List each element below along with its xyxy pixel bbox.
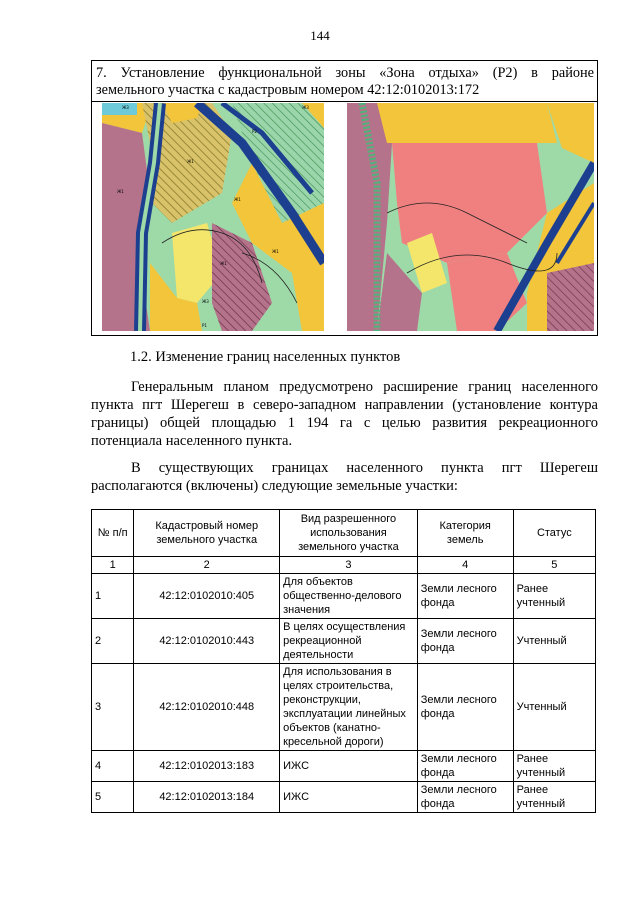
cell-permitted-use: Для использования в целях строительства, реконструкции, эксплуатации линейных объектов (канатно-кресельной дороги)	[280, 664, 418, 751]
header-status: Статус	[513, 510, 595, 557]
zone-label: Р2	[252, 129, 257, 134]
subsection-heading: 1.2. Изменение границ населенных пунктов	[130, 349, 401, 365]
zone-label: Ж3	[202, 299, 209, 304]
paragraph-line: пункта пгт Шерегеш в северо-западном направлении (установление контура	[91, 397, 598, 413]
paragraph-line: потенциала населенного пункта.	[91, 433, 293, 449]
cell-cadastral-number: 42:12:0102010:443	[134, 619, 280, 664]
paragraph-existing-plots-cont	[91, 477, 598, 495]
title-divider	[92, 101, 597, 102]
cell-land-category: Земли лесного фонда	[417, 751, 513, 782]
column-number: 5	[513, 557, 595, 574]
section-box	[91, 60, 598, 336]
cell-status: Ранее учтенный	[513, 782, 595, 813]
paragraph-boundary-extension-cont	[91, 396, 598, 450]
cell-land-category: Земли лесного фонда	[417, 574, 513, 619]
table-row	[92, 664, 596, 751]
cell-status: Учтенный	[513, 619, 595, 664]
zone-label: Ж1	[187, 159, 194, 164]
map-proposed-zoning	[347, 103, 594, 331]
cell-permitted-use: ИЖС	[280, 751, 418, 782]
cell-number: 1	[92, 574, 134, 619]
map-existing-zoning	[102, 103, 324, 331]
table-row	[92, 574, 596, 619]
cell-cadastral-number: 42:12:0102010:405	[134, 574, 280, 619]
zone-label: Ж3	[302, 105, 309, 110]
land-plots-table	[91, 509, 596, 813]
column-number: 2	[134, 557, 280, 574]
paragraph-line: Генеральным планом предусмотрено расширение границ населенного	[131, 379, 598, 395]
zone-label: Р1	[202, 323, 207, 328]
paragraph-boundary-extension	[91, 378, 598, 396]
cell-number: 3	[92, 664, 134, 751]
table-header-row	[92, 510, 596, 557]
table-row	[92, 619, 596, 664]
cell-land-category: Земли лесного фонда	[417, 664, 513, 751]
section-title-line2: земельного участка с кадастровым номером 42:12:0102013:172	[96, 82, 480, 98]
paragraph-line: располагаются (включены) следующие земельные участки:	[91, 478, 458, 494]
zone-label: Ж1	[234, 197, 241, 202]
paragraph-line: границы) общей площадью 1 194 га с целью развития рекреационного	[91, 415, 598, 431]
cell-cadastral-number: 42:12:0102013:183	[134, 751, 280, 782]
header-number: № п/п	[92, 510, 134, 557]
header-cadastral-number: Кадастровый номер земельного участка	[134, 510, 280, 557]
zone-label: Ж1	[117, 189, 124, 194]
header-land-category: Категория земель	[417, 510, 513, 557]
cell-land-category: Земли лесного фонда	[417, 782, 513, 813]
table-row	[92, 751, 596, 782]
cell-status: Учтенный	[513, 664, 595, 751]
table-row	[92, 782, 596, 813]
cell-number: 2	[92, 619, 134, 664]
section-title	[96, 65, 594, 99]
cell-cadastral-number: 42:12:0102010:448	[134, 664, 280, 751]
cell-status: Ранее учтенный	[513, 574, 595, 619]
cell-land-category: Земли лесного фонда	[417, 619, 513, 664]
section-title-line1: 7. Установление функциональной зоны «Зона отдыха» (Р2) в районе	[96, 65, 594, 81]
cell-permitted-use: В целях осуществления рекреационной деятельности	[280, 619, 418, 664]
cell-cadastral-number: 42:12:0102013:184	[134, 782, 280, 813]
zone-label: Ж3	[122, 105, 129, 110]
zone-label: Ж1	[220, 261, 227, 266]
zone-label: Ж1	[272, 249, 279, 254]
header-permitted-use: Вид разрешенного использования земельного участка	[280, 510, 418, 557]
cell-permitted-use: Для объектов общественно-делового значения	[280, 574, 418, 619]
cell-permitted-use: ИЖС	[280, 782, 418, 813]
column-number: 1	[92, 557, 134, 574]
column-number: 3	[280, 557, 418, 574]
cell-status: Ранее учтенный	[513, 751, 595, 782]
table-column-numbers-row	[92, 557, 596, 574]
cell-number: 4	[92, 751, 134, 782]
column-number: 4	[417, 557, 513, 574]
page-number: 144	[310, 28, 330, 43]
paragraph-existing-plots	[91, 459, 598, 477]
cell-number: 5	[92, 782, 134, 813]
paragraph-line: В существующих границах населенного пункта пгт Шерегеш	[131, 460, 598, 476]
